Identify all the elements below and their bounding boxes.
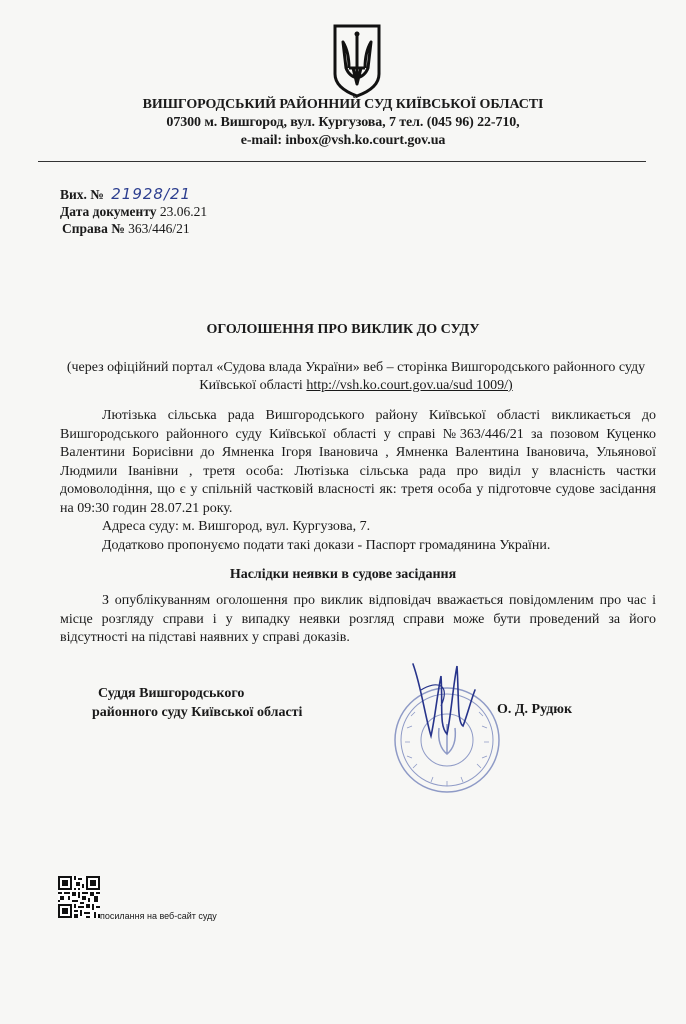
portal-link[interactable]: http://vsh.ko.court.gov.ua/sud 1009/) <box>306 378 513 393</box>
court-name: ВИШГОРОДСЬКИЙ РАЙОННИЙ СУД КИЇВСЬКОЇ ОБЛАСТІ <box>142 97 544 112</box>
summons-body <box>60 407 656 555</box>
qr-caption: посилання на веб-сайт суду <box>100 911 217 921</box>
date-label: Дата документу <box>60 204 157 219</box>
judge-title <box>92 684 302 722</box>
document-meta <box>60 186 207 237</box>
evidence-line: Додатково пропонуємо подати такі докази - Паспорт громадянина України. <box>102 537 551 553</box>
document-title: ОГОЛОШЕННЯ ПРО ВИКЛИК ДО СУДУ <box>206 322 480 337</box>
subtitle-text: (через офіційний портал «Судова влада України» веб – сторінка Вишгородського районного суду Київської області <box>66 360 646 393</box>
court-seal-icon <box>381 656 511 796</box>
qr-code-icon[interactable] <box>58 876 100 918</box>
outgoing-label: Вих. № <box>60 187 104 202</box>
court-address: 07300 м. Вишгород, вул. Кургузова, 7 тел. (045 96) 22-710, <box>166 115 520 130</box>
case-value: 363/446/21 <box>128 221 190 236</box>
court-email: e-mail: inbox@vsh.ko.court.gov.ua <box>240 133 446 148</box>
outgoing-number: 21928/21 <box>111 185 192 203</box>
document-subtitle <box>56 359 656 395</box>
judge-name: О. Д. Рудюк <box>497 702 573 717</box>
header-divider <box>38 161 646 162</box>
summons-paragraph: Лютізька сільська рада Вишгородського району Київської області викликається до Вишгородського районного суду Київської області у справі №363/446/21 за позовом Куценко Валентини Борисівни до Ямненка Ігоря Івановича , Ямненка Валентина Івановича, Ульянової Людмили Іванівни , третя особа: Лютізька сільська рада про виділ у власність частки домоволодіння, що є у спільній частковій власності як: третя особа у підготовче судове засідання на 09:30 годин 28.07.21 року. <box>60 408 656 516</box>
consequences-heading: Наслідки неявки в судове засідання <box>229 567 457 582</box>
letterhead <box>0 96 686 150</box>
date-value: 23.06.21 <box>159 204 208 219</box>
judge-title-line2: районного суду Київської області <box>92 705 303 720</box>
coat-of-arms-icon <box>331 22 383 98</box>
judge-title-line1: Суддя Вишгородського <box>98 686 245 701</box>
court-address-line: Адреса суду: м. Вишгород, вул. Кургузова, 7. <box>102 519 371 534</box>
consequences-text: З опублікуванням оголошення про виклик відповідач вважається повідомленим про час і місце розгляду справи і у випадку неявки розгляд справи може бути проведений за його відсутності на підставі наявних у справі доказів. <box>60 593 656 645</box>
case-label: Справа № <box>62 221 125 236</box>
